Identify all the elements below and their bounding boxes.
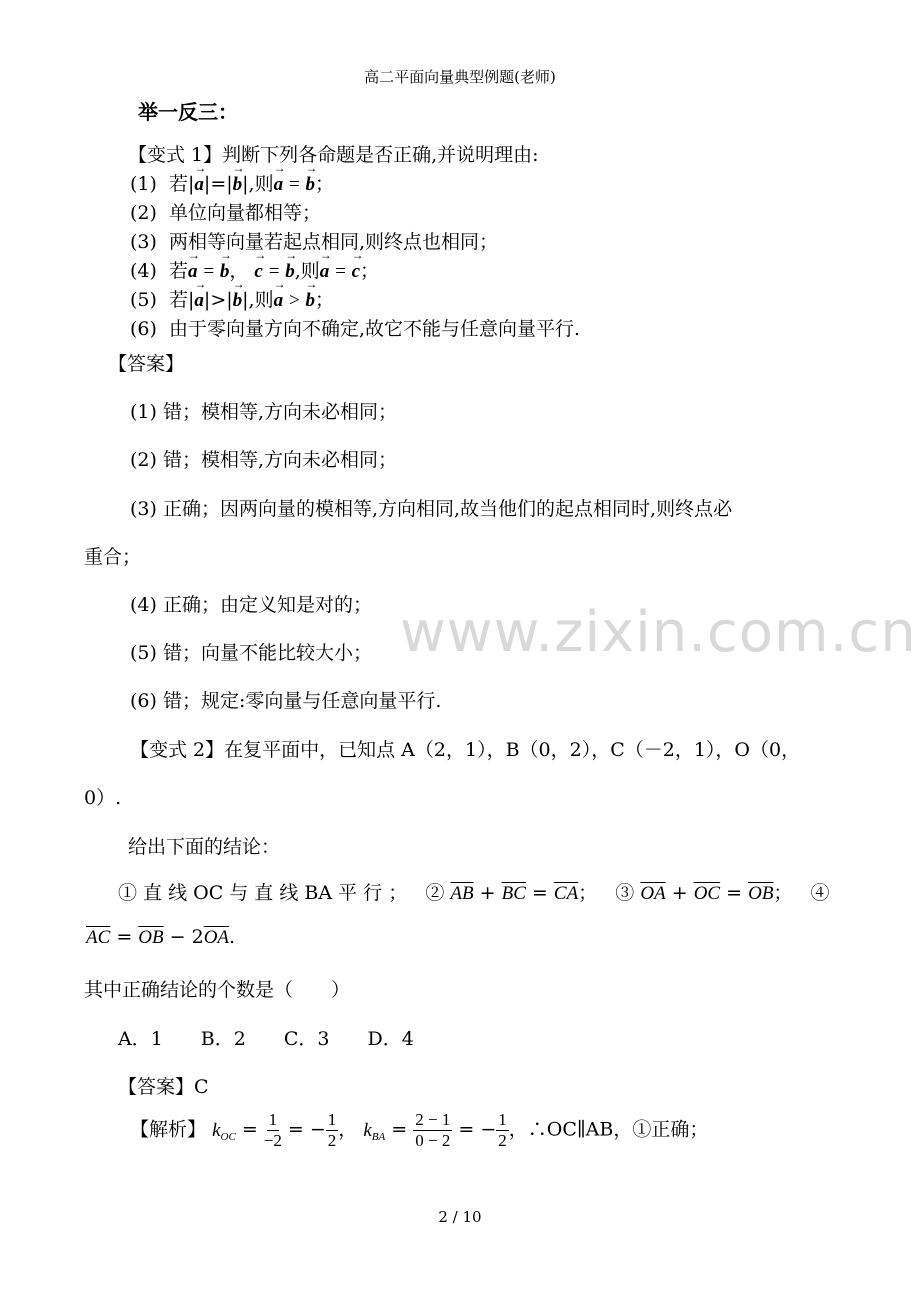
variant2-given: 给出下面的结论： [128,836,281,858]
variant2-line1: 【变式 2】在复平面中，已知点 A（2，1），B（0，2），C（－2，1），O（0， [130,739,801,761]
answer-5: (5) 错；向量不能比较大小； [130,642,372,664]
proposition-3: (3) 两相等向量若起点相同,则终点也相同； [130,231,499,253]
proposition-6: (6) 由于零向量方向不确定,故它不能与任意向量平行. [130,318,581,340]
page-number: 2 / 10 [438,1208,482,1226]
answer-3-cont: 重合； [84,546,142,568]
question-text: 其中正确结论的个数是（ ） [84,979,351,1001]
section-title: 举一反三： [138,100,238,124]
variant2-answer: 【答案】C [118,1076,209,1098]
variant2-line2: 0）. [84,787,122,809]
variant1-prompt: 【变式 1】判断下列各命题是否正确,并说明理由: [128,144,539,166]
conclusions-line: ① 直 线 OC 与 直 线 BA 平 行 ； ② $\overline{AB} + \overline{BC} = \overline{CA}$； ③ $\overline{OA} + \overline{OC} = \overline{OB}$； ④ [118,882,830,904]
answer-2: (2) 错；模相等,方向未必相同； [130,449,397,471]
conclusion-4-formula: $\overline{AC} = \overline{OB} - 2\overline{OA}$. [86,926,236,948]
answer-1: (1) 错；模相等,方向未必相同； [130,401,397,423]
watermark: www.zixin.com.cn [400,600,917,665]
page-header: 高二平面向量典型例题(老师) [364,68,556,86]
proposition-1: (1) 若|→ a|=|→ b|,则→ a = → b； [130,169,334,196]
proposition-2: (2) 单位向量都相等； [130,202,322,224]
answer-6: (6) 错；规定:零向量与任意向量平行. [130,690,442,712]
answer-3: (3) 正确；因两向量的模相等,方向相同,故当他们的起点相同时,则终点必 [130,498,733,520]
answer-options: A．1 B．2 C．3 D．4 [118,1028,414,1050]
answer-label: 【答案】 [108,353,185,375]
proposition-5: (5) 若|→ a|>|→ b|,则→ a > → b； [130,285,334,312]
proposition-4: (4) 若→ a = → b， → c = → b,则→ a = → c； [130,256,379,283]
answer-4: (4) 正确；由定义知是对的； [130,594,372,616]
analysis-line: 【解析】 $k_{OC}$ = $\frac{1}{-2}$ = − $\frac{1}{2}$ ， $k_{BA}$ = $\frac{2 - 1}{0 - 2}$ = − $\frac{1}{2}$ ，∴OC∥AB，①正确； [130,1110,709,1150]
